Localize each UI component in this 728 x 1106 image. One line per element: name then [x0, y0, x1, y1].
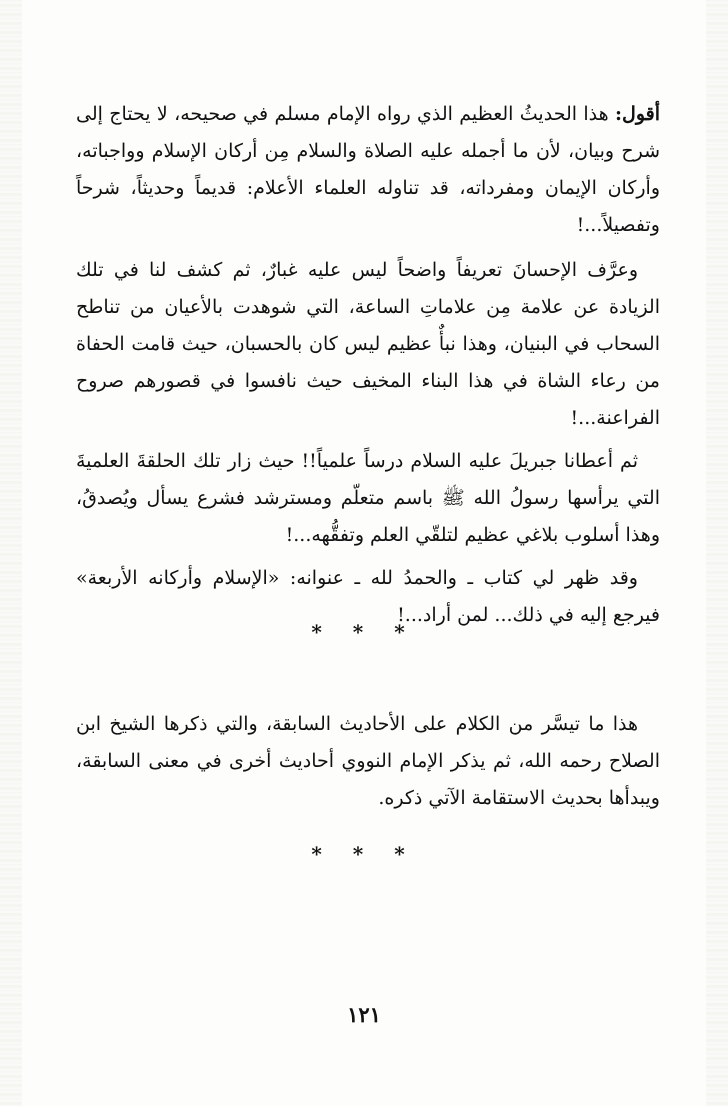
- paragraph-5: هذا ما تيسَّر من الكلام على الأحاديث السابقة، والتي ذكرها الشيخ ابن الصلاح رحمه الله، ثم يذكر الإمام النووي أحاديث أخرى في معنى السابقة، ويبدأها بحديث الاستقامة الآتي ذكره.: [76, 713, 660, 809]
- left-edge-shadow: [0, 0, 22, 1106]
- right-edge-shadow: [706, 0, 728, 1106]
- paragraph-3: ثم أعطانا جبريلَ عليه السلام درساً علمياً!! حيث زار تلك الحلقةَ العلميةَ التي يرأسها رسولُ الله ﷺ باسم متعلّم ومسترشد فشرع يسأل ويُصدقُ، وهذا أسلوب بلاغي عظيم لتلقّي العلم وتفقُّهه...!: [76, 450, 660, 546]
- paragraph-2: وعرَّف الإحسانَ تعريفاً واضحاً ليس عليه غبارٌ، ثم كشف لنا في تلك الزيادة عن علامة مِن علاماتِ الساعة، التي شوهدت بالأعيان من تناطح السحاب في البنيان، وهذا نبأٌ عظيم ليس كان بالحسبان، حيث قامت الحفاة من رعاء الشاة في هذا البناء المخيف حيث نافسوا في قصورهم صروح الفراعنة...!: [76, 259, 660, 429]
- page-number: ١٢١: [347, 1002, 381, 1027]
- paragraph-1: [76, 96, 660, 244]
- bottom-text-block: [76, 706, 660, 817]
- paragraph-4: وقد ظهر لي كتاب ـ والحمدُ لله ـ عنوانه: «الإسلام وأركانه الأربعة» فيرجع إليه في ذلك... لمن أراد...!: [76, 567, 660, 626]
- paragraph-1-lead: أقول:: [615, 103, 660, 125]
- top-text-block: [76, 96, 660, 634]
- paragraph-1-text: هذا الحديثُ العظيم الذي رواه الإمام مسلم في صحيحه، لا يحتاج إلى شرح وبيان، لأن ما أجمله عليه الصلاة والسلام مِن أركان الإسلام وواجباته، وأركان الإيمان ومفرداته، قد تناوله العلماء الأعلام: قديماً وحديثاً، شرحاً وتفصيلاً...!: [76, 103, 660, 236]
- section-separator-2: * * *: [311, 842, 417, 866]
- section-separator-1: * * *: [311, 620, 417, 644]
